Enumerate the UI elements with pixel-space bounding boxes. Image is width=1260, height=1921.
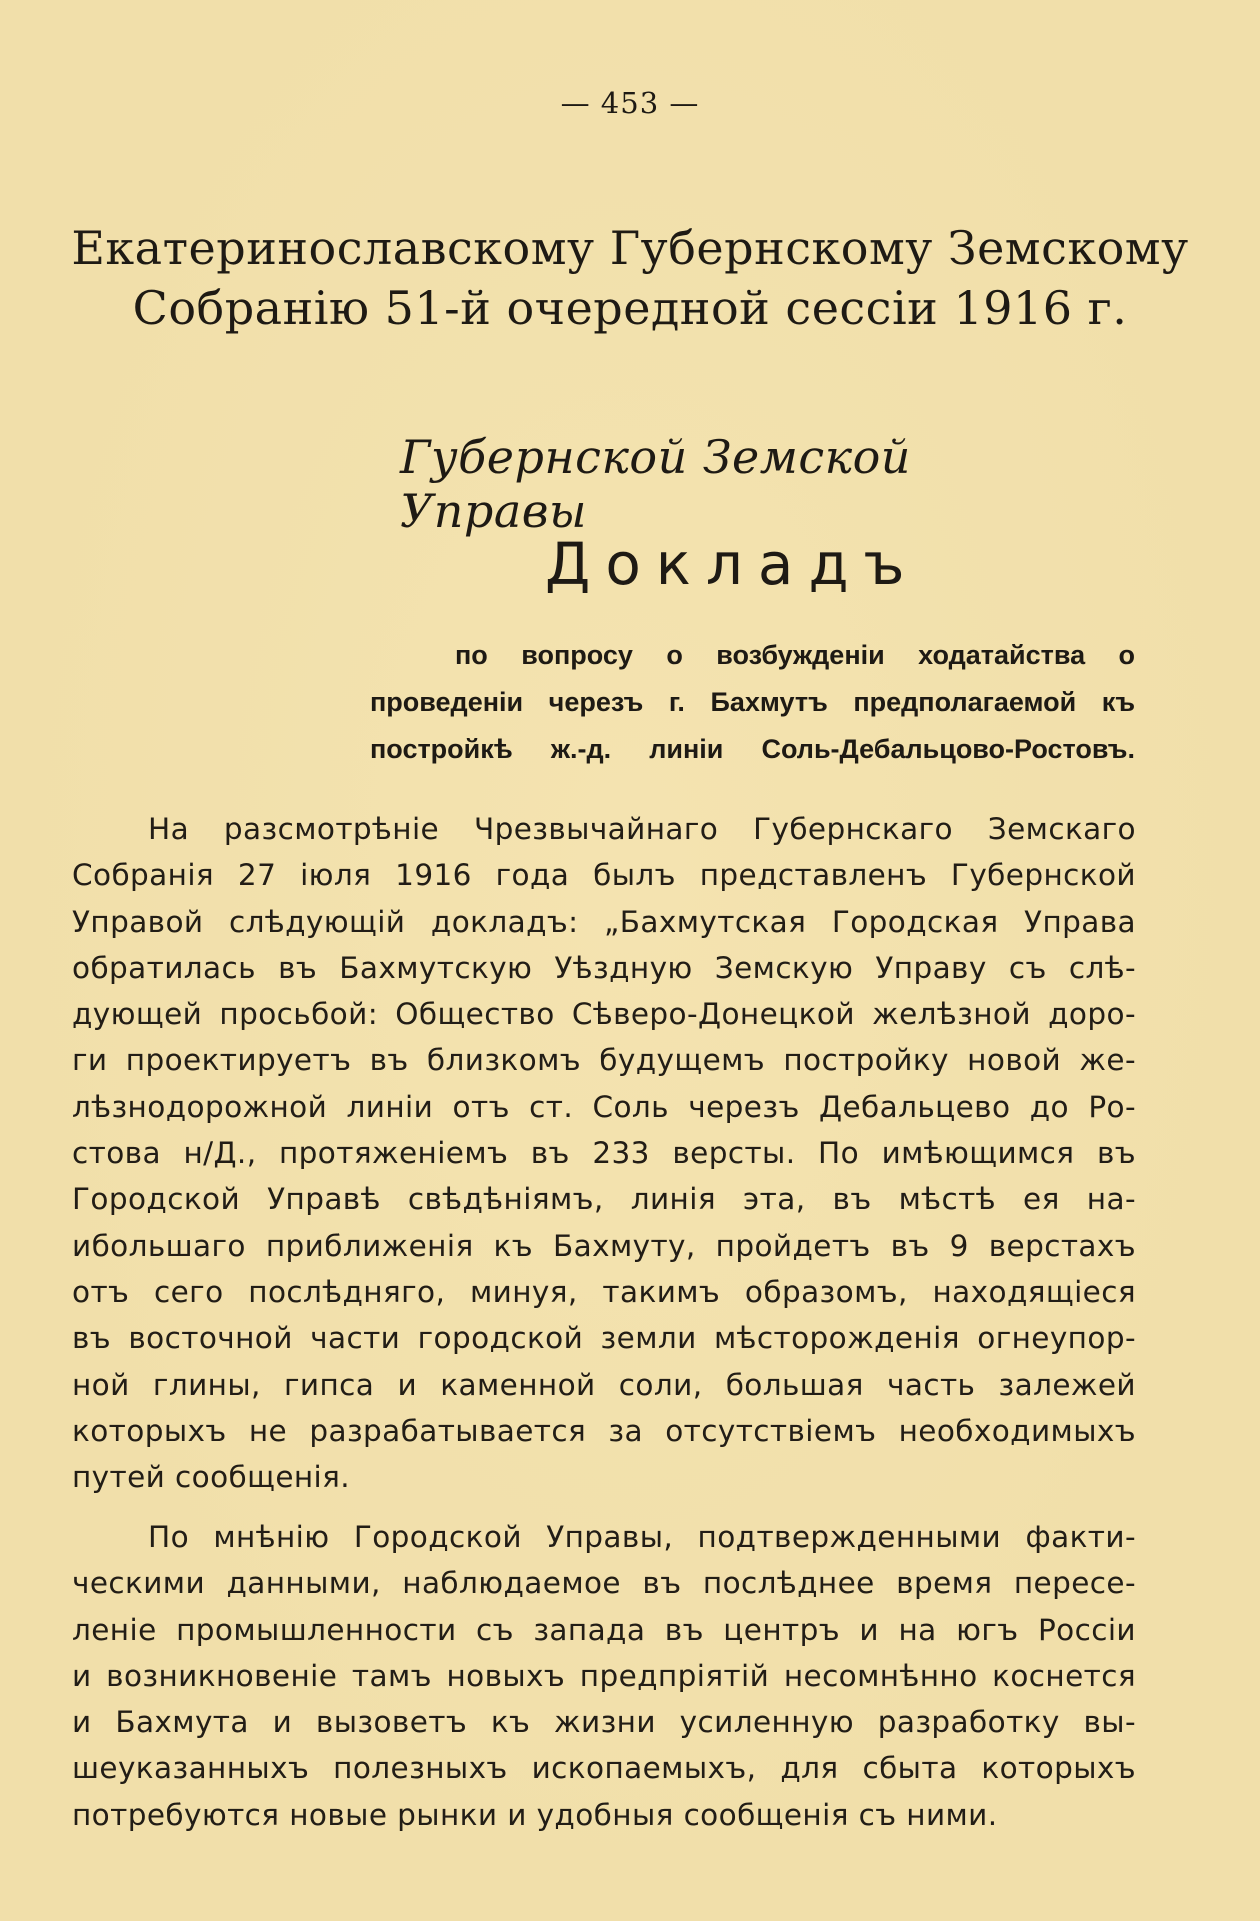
document-title: [60, 218, 1200, 338]
text-line: Собранія 27 іюля 1916 года былъ представленъ Губернской: [72, 858, 1136, 893]
text-line: ги проектируетъ въ близкомъ будущемъ постройку новой же-: [72, 1043, 1136, 1078]
text-line: дующей просьбой: Общество Сѣверо-Донецкой желѣзной доро-: [72, 997, 1136, 1032]
document-heading: Докладъ: [545, 530, 920, 598]
text-line: шеуказанныхъ полезныхъ ископаемыхъ, для сбыта которыхъ: [72, 1751, 1136, 1786]
text-line: въ восточной части городской земли мѣсторожденія огнеупор-: [72, 1321, 1136, 1356]
paragraph-1: [72, 806, 1136, 1500]
text-line: и возникновеніе тамъ новыхъ предпріятій несомнѣнно коснется: [72, 1658, 1136, 1693]
document-subtitle: Губернской Земской Управы: [400, 430, 911, 538]
text-line: путей сообщенія.: [72, 1460, 351, 1495]
text-line: которыхъ не разрабатывается за отсутствіемъ необходимыхъ: [72, 1413, 1136, 1448]
title-line: Собранію 51-й очередной сессіи 1916 г.: [132, 281, 1128, 335]
text-line: Управой слѣдующій докладъ: „Бахмутская Городская Управа: [72, 904, 1136, 939]
paragraph-2: [72, 1514, 1136, 1838]
text-line: леніе промышленности съ запада въ центръ и на югъ Россіи: [72, 1612, 1136, 1647]
page-number: — 453 —: [560, 86, 700, 120]
text-line: потребуются новые рынки и удобныя сообщенія съ ними.: [72, 1797, 998, 1832]
text-line: отъ сего послѣдняго, минуя, такимъ образомъ, находящіеся: [72, 1274, 1136, 1309]
topic-line: постройкѣ ж.-д. линіи Соль-Дебальцово-Ростовъ.: [370, 734, 1135, 764]
text-line: Городской Управѣ свѣдѣніямъ, линія эта, въ мѣстѣ ея на-: [72, 1182, 1136, 1217]
text-line: ческими данными, наблюдаемое въ послѣднее время пересе-: [72, 1566, 1136, 1601]
text-line: и Бахмута и вызоветъ къ жизни усиленную разработку вы-: [72, 1705, 1136, 1740]
text-line: На разсмотрѣніе Чрезвычайнаго Губернскаго Земскаго: [148, 812, 1136, 846]
text-line: По мнѣнію Городской Управы, подтвержденными факти-: [148, 1520, 1136, 1554]
text-line: ибольшаго приближенія къ Бахмуту, пройдетъ въ 9 верстахъ: [72, 1228, 1136, 1263]
text-line: стова н/Д., протяженіемъ въ 233 версты. По имѣющимся въ: [72, 1136, 1136, 1171]
text-line: обратилась въ Бахмутскую Уѣздную Земскую Управу съ слѣ-: [72, 950, 1136, 985]
topic-line: по вопросу о возбужденіи ходатайства о: [455, 640, 1135, 670]
title-line: Екатеринославскому Губернскому Земскому: [71, 221, 1189, 275]
topic-line: проведеніи черезъ г. Бахмутъ предполагаемой къ: [370, 687, 1135, 717]
report-topic: [370, 632, 1135, 773]
text-line: лѣзнодорожной линіи отъ ст. Соль черезъ Дебальцево до Ро-: [72, 1089, 1136, 1124]
text-line: ной глины, гипса и каменной соли, большая часть залежей: [72, 1367, 1136, 1402]
